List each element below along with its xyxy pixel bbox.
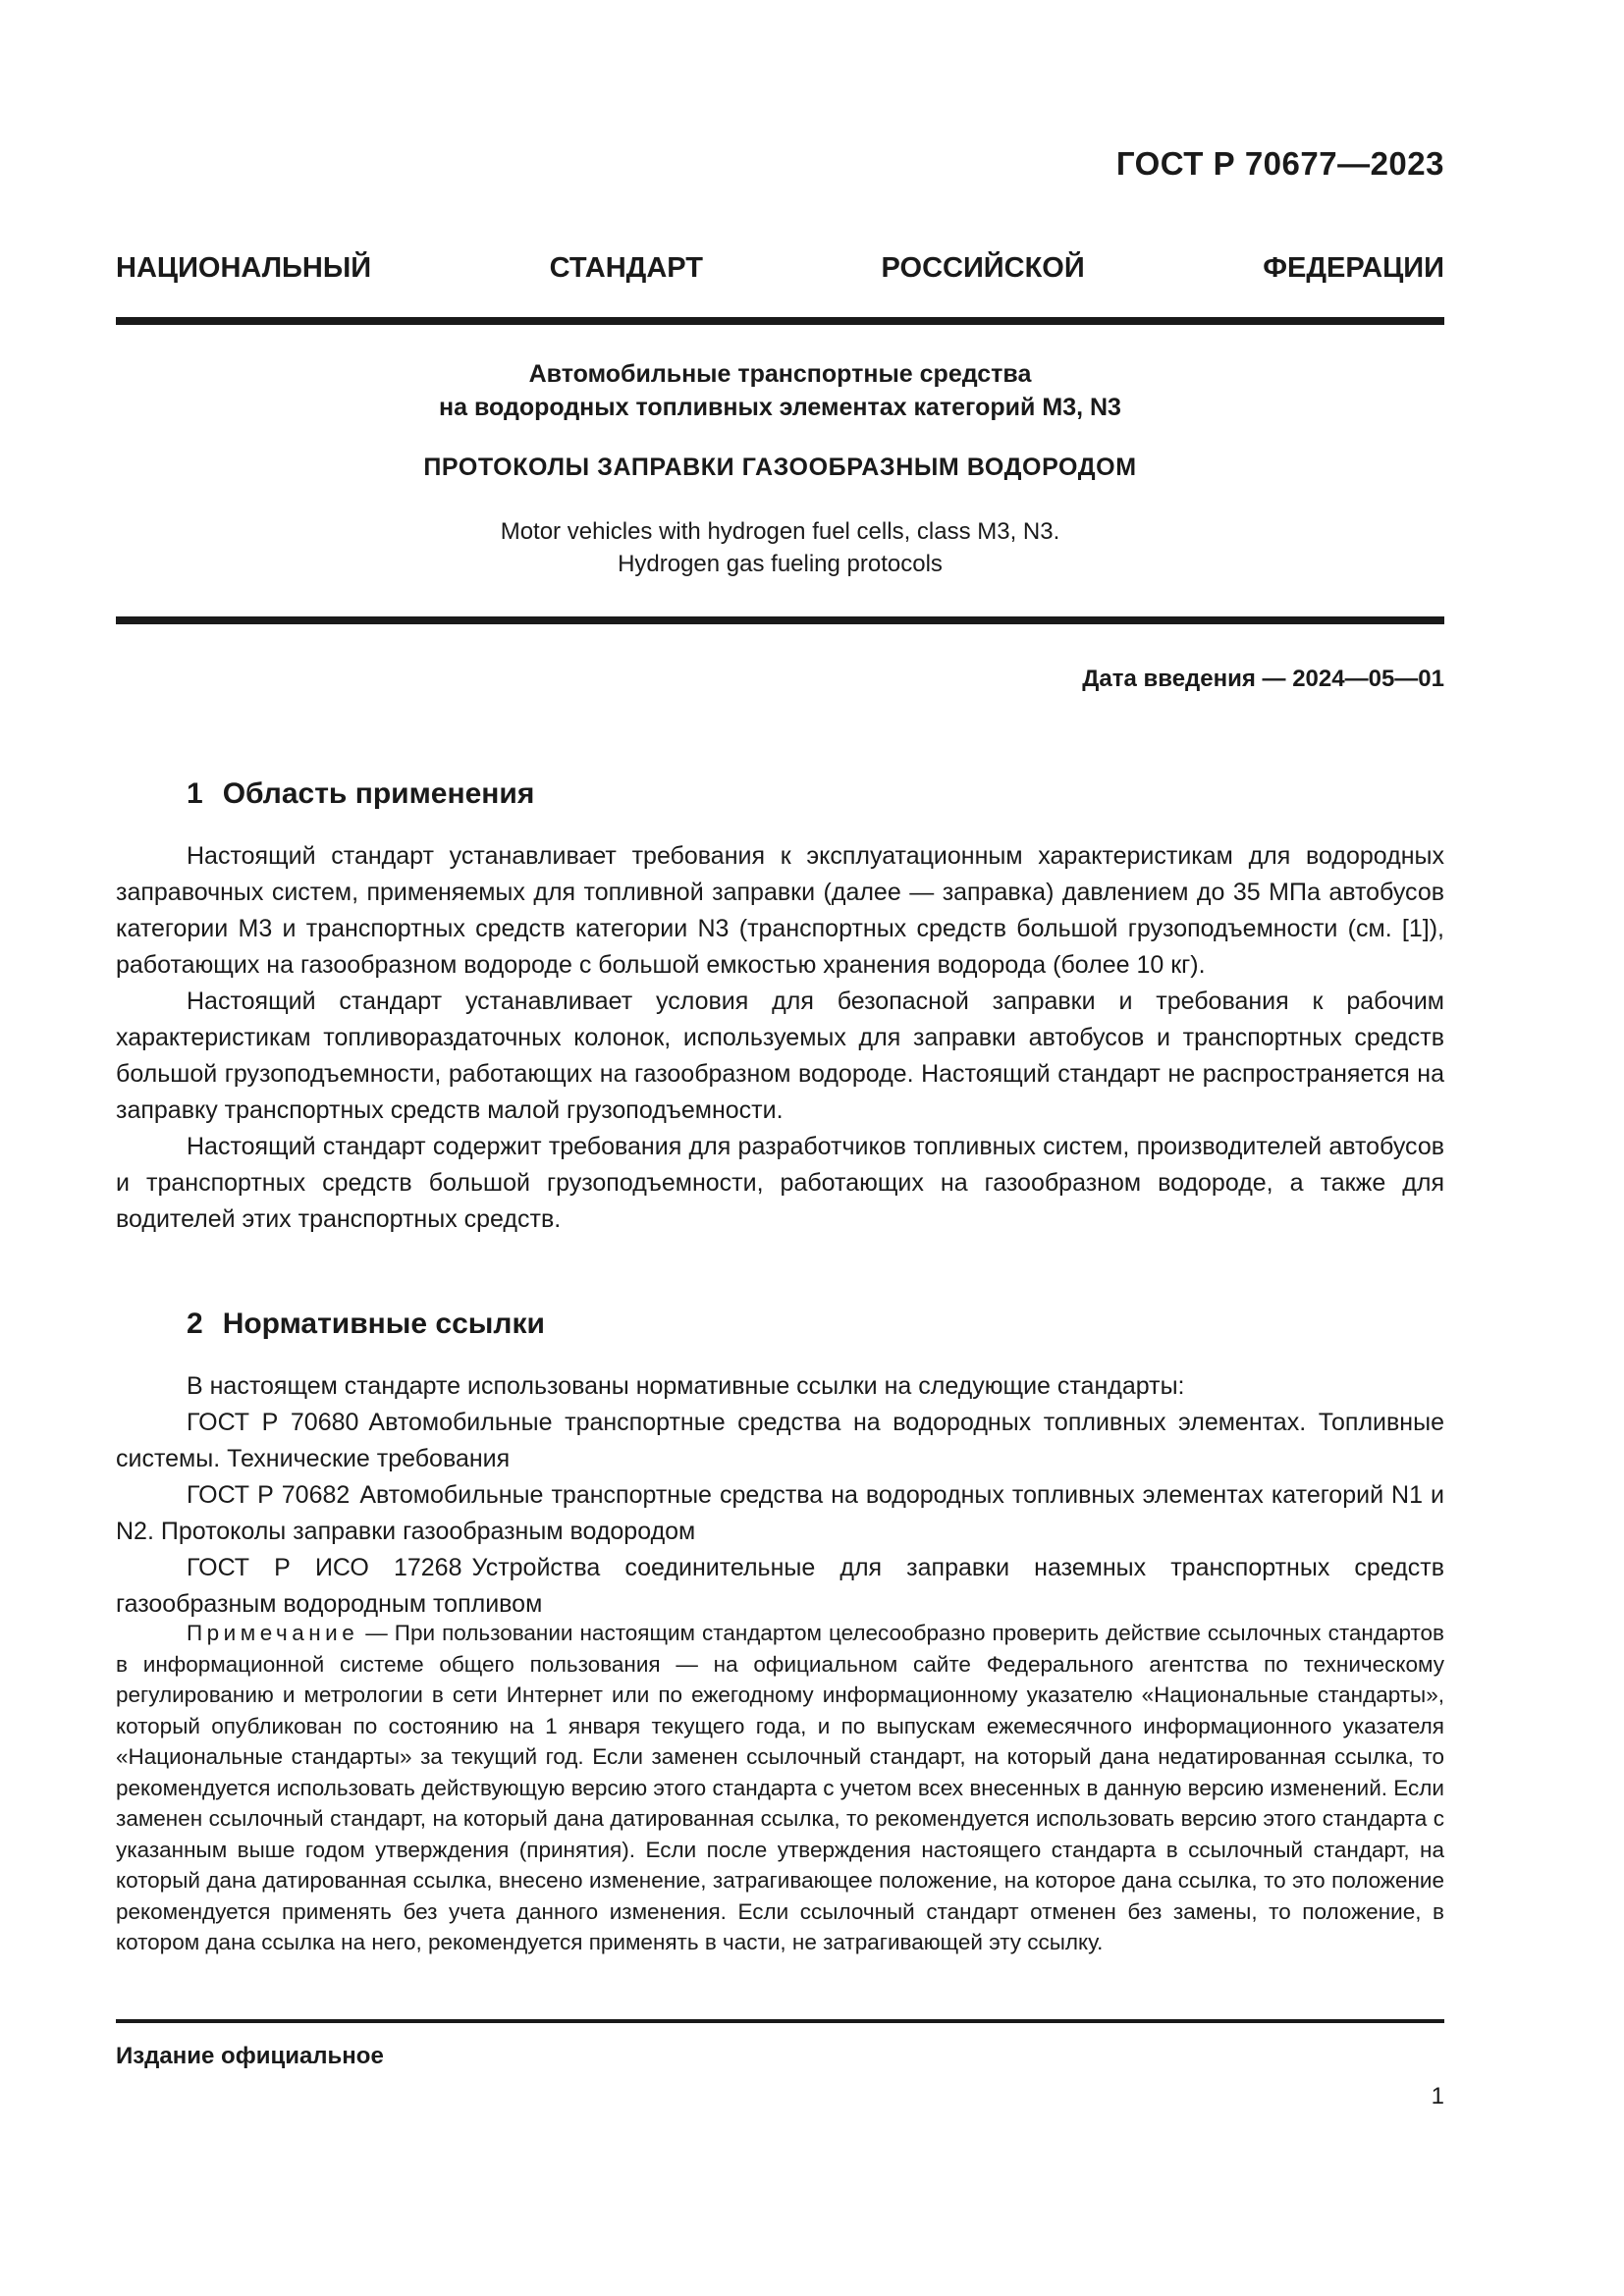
reference-item <box>116 1477 1444 1550</box>
section-1-body <box>116 838 1444 1238</box>
reference-item <box>116 1550 1444 1623</box>
reference-text: Устройства соединительные для заправки наземных транспортных средств газообразным водородным топливом <box>116 1554 1444 1618</box>
section-1-paragraph: Настоящий стандарт содержит требования для разработчиков топливных систем, производителей автобусов и транспортных средств большой грузоподъемности, работающих на газообразном водороде, а также для водителей этих транспортных средств. <box>116 1133 1444 1233</box>
title-line-2: на водородных топливных элементах категорий М3, N3 <box>439 394 1121 421</box>
reference-item <box>116 1405 1444 1477</box>
footer-divider <box>116 2019 1444 2023</box>
document-title <box>116 357 1444 424</box>
reference-code: ГОСТ Р 70682 <box>187 1481 351 1509</box>
reference-text: Автомобильные транспортные средства на водородных топливных элементах категорий N1 и N2. Протоколы заправки газообразным водородом <box>116 1481 1444 1545</box>
reference-code: ГОСТ Р 70680 <box>187 1409 359 1436</box>
introduction-date: Дата введения — 2024—05—01 <box>1082 666 1444 692</box>
document-number: ГОСТ Р 70677—2023 <box>1115 145 1444 182</box>
section-2-heading <box>187 1308 545 1341</box>
section-1-number: 1 <box>187 777 203 810</box>
english-title-line-2: Hydrogen gas fueling protocols <box>618 551 943 577</box>
title-divider <box>116 616 1444 624</box>
reference-text: Автомобильные транспортные средства на водородных топливных элементах. Топливные системы. Технические требования <box>116 1409 1444 1472</box>
reference-code: ГОСТ Р ИСО 17268 <box>187 1554 462 1581</box>
title-line-1: Автомобильные транспортные средства <box>528 360 1032 388</box>
section-1-paragraph: Настоящий стандарт устанавливает условия для безопасной заправки и требования к рабочим характеристикам топливораздаточных колонок, используемых для заправки автобусов и транспортных средств большой грузоподъемности, работающих на газообразном водороде. Настоящий стандарт не распространяется на заправку транспортных средств малой грузоподъемности. <box>116 988 1444 1124</box>
section-2-title: Нормативные ссылки <box>222 1308 545 1340</box>
national-standard-heading: НАЦИОНАЛЬНЫЙ СТАНДАРТ РОССИЙСКОЙ ФЕДЕРАЦИИ <box>116 252 1444 284</box>
references-intro: В настоящем стандарте использованы нормативные ссылки на следующие стандарты: <box>187 1372 1185 1400</box>
english-title <box>116 515 1444 580</box>
section-1-heading <box>187 777 534 811</box>
document-subtitle: ПРОТОКОЛЫ ЗАПРАВКИ ГАЗООБРАЗНЫМ ВОДОРОДОМ <box>423 454 1137 481</box>
note-label: Примечание <box>187 1621 359 1645</box>
official-edition-label: Издание официальное <box>116 2043 384 2069</box>
section-1-paragraph: Настоящий стандарт устанавливает требования к эксплуатационным характеристикам для водородных заправочных систем, применяемых для топливной заправки (далее — заправка) давлением до 35 МПа автобусов категории М3 и транспортных средств категории N3 (транспортных средств большой грузоподъемности (см. [1]), работающих на газообразном водороде с большой емкостью хранения водорода (более 10 кг). <box>116 842 1444 979</box>
section-1-title: Область применения <box>222 777 535 810</box>
page-number: 1 <box>1431 2083 1444 2109</box>
note-block <box>116 1618 1444 1958</box>
normative-references <box>116 1368 1444 1623</box>
top-divider <box>116 317 1444 325</box>
note-paragraph <box>116 1618 1444 1958</box>
section-2-number: 2 <box>187 1308 203 1340</box>
english-title-line-1: Motor vehicles with hydrogen fuel cells, class M3, N3. <box>500 518 1060 545</box>
note-text: — При пользовании настоящим стандартом целесообразно проверить действие ссылочных стандартов в информационной системе общего пользования — на официальном сайте Федерального агентства по техническому регулированию и метрологии в сети Интернет или по ежегодному информационному указателю «Национальные стандарты», который опубликован по состоянию на 1 января текущего года, и по выпускам ежемесячного информационного указателя «Национальные стандарты» за текущий год. Если заменен ссылочный стандарт, на который дана недатированная ссылка, то рекомендуется использовать действующую версию этого стандарта с учетом всех внесенных в данную версию изменений. Если заменен ссылочный стандарт, на который дана датированная ссылка, то рекомендуется использовать версию этого стандарта с указанным выше годом утверждения (принятия). Если после утверждения настоящего стандарта в ссылочный стандарт, на который дана датированная ссылка, внесено изменение, затрагивающее положение, на которое дана ссылка, то это положение рекомендуется применять без учета данного изменения. Если ссылочный стандарт отменен без замены, то положение, в котором дана ссылка на него, рекомендуется применять в части, не затрагивающей эту ссылку. <box>116 1621 1444 1954</box>
